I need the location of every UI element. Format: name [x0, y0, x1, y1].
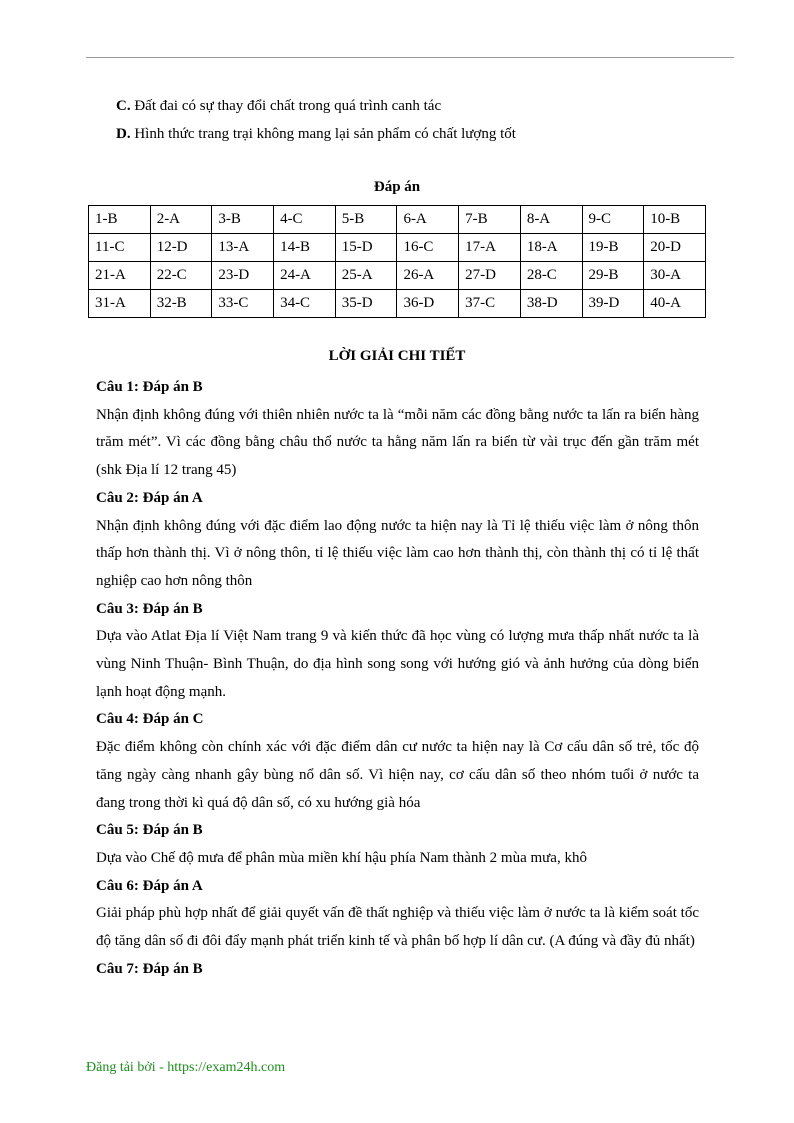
- solution-heading: Câu 7: Đáp án B: [96, 960, 203, 977]
- answer-cell: 31-A: [89, 290, 151, 318]
- answer-cell: 30-A: [644, 262, 706, 290]
- header-rule: [86, 57, 734, 58]
- option-text: Hình thức trang trại không mang lại sản phẩm có chất lượng tốt: [130, 126, 516, 142]
- answer-cell: 35-D: [335, 290, 397, 318]
- solution-body: Dựa vào Atlat Địa lí Việt Nam trang 9 và kiến thức đã học vùng có lượng mưa thấp nhất nước ta là vùng Ninh Thuận- Bình Thuận, do địa hình song song với hướng gió và ảnh hưởng của dòng biển lạnh hoạt động mạnh.: [96, 628, 699, 700]
- solution-heading: Câu 1: Đáp án B: [96, 379, 203, 395]
- answer-cell: 22-C: [150, 262, 212, 290]
- answer-key-table: [88, 205, 706, 318]
- answer-cell: 40-A: [644, 290, 706, 318]
- answer-cell: 9-C: [582, 206, 644, 234]
- answer-cell: 2-A: [150, 206, 212, 234]
- answer-cell: 19-B: [582, 234, 644, 262]
- footer-credit: Đăng tải bởi - https://exam24h.com: [86, 1060, 286, 1075]
- answer-cell: 36-D: [397, 290, 459, 318]
- answer-cell: 25-A: [335, 262, 397, 290]
- solution-heading: Câu 2: Đáp án A: [96, 489, 203, 506]
- solutions-list: [96, 374, 699, 983]
- option-c: [116, 97, 441, 115]
- answer-cell: 17-A: [459, 234, 521, 262]
- answer-row: [89, 206, 706, 234]
- option-letter: D.: [116, 126, 131, 142]
- solution-heading: Câu 3: Đáp án B: [96, 600, 203, 617]
- answer-cell: 12-D: [150, 234, 212, 262]
- answer-cell: 10-B: [644, 206, 706, 234]
- answer-cell: 27-D: [459, 262, 521, 290]
- answer-cell: 32-B: [150, 290, 212, 318]
- answer-cell: 20-D: [644, 234, 706, 262]
- solution-heading: Câu 4: Đáp án C: [96, 711, 204, 728]
- solution-heading: Câu 5: Đáp án B: [96, 822, 203, 839]
- answer-cell: 3-B: [212, 206, 274, 234]
- answer-cell: 8-A: [520, 206, 582, 234]
- solution-body: Đặc điểm không còn chính xác với đặc điểm dân cư nước ta hiện nay là Cơ cấu dân số trẻ, tốc độ tăng ngày càng nhanh gây bùng nổ dân số. Vì hiện nay, cơ cấu dân số theo nhóm tuổi ở nước ta đang trong thời kì quá độ dân số, có xu hướng già hóa: [96, 739, 699, 811]
- option-d: [116, 125, 516, 143]
- answer-cell: 16-C: [397, 234, 459, 262]
- answer-cell: 28-C: [520, 262, 582, 290]
- answer-cell: 24-A: [274, 262, 336, 290]
- answer-cell: 5-B: [335, 206, 397, 234]
- solution-body: Nhận định không đúng với thiên nhiên nước ta là “mỗi năm các đồng bằng nước ta lấn ra biển hàng trăm mét”. Vì các đồng bằng châu thổ nước ta hằng năm lấn ra biển từ vài trục đến gần trăm mét (shk Địa lí 12 trang 45): [96, 406, 699, 479]
- answer-cell: 4-C: [274, 206, 336, 234]
- answer-cell: 29-B: [582, 262, 644, 290]
- answer-cell: 7-B: [459, 206, 521, 234]
- answer-cell: 33-C: [212, 290, 274, 318]
- option-text: Đất đai có sự thay đổi chất trong quá trình canh tác: [130, 98, 442, 114]
- answer-row: [89, 234, 706, 262]
- solution-body: Giải pháp phù hợp nhất để giải quyết vấn đề thất nghiệp và thiếu việc làm ở nước ta là kiểm soát tốc độ tăng dân số đi đôi đẩy mạnh phát triển kinh tế và phân bố hợp lí dân cư. (A đúng và đầy đủ nhất): [96, 905, 699, 950]
- answer-cell: 26-A: [397, 262, 459, 290]
- option-letter: C.: [116, 98, 131, 114]
- answer-row: [89, 262, 706, 290]
- solution-body: Dựa vào Chế độ mưa để phân mùa miền khí hậu phía Nam thành 2 mùa mưa, khô: [96, 849, 587, 866]
- answer-cell: 39-D: [582, 290, 644, 318]
- answer-cell: 21-A: [89, 262, 151, 290]
- solution-body: Nhận định không đúng với đặc điểm lao động nước ta hiện nay là Tỉ lệ thiếu việc làm ở nông thôn thấp hơn thành thị. Vì ở nông thôn, tỉ lệ thiếu việc làm cao hơn thành thị, còn thành thị có tỉ lệ thất nghiệp cao hơn nông thôn: [96, 517, 699, 589]
- answer-cell: 15-D: [335, 234, 397, 262]
- solution-section-title: LỜI GIẢI CHI TIẾT: [328, 348, 466, 364]
- answer-cell: 23-D: [212, 262, 274, 290]
- answer-cell: 38-D: [520, 290, 582, 318]
- solution-heading: Câu 6: Đáp án A: [96, 877, 203, 894]
- answer-cell: 1-B: [89, 206, 151, 234]
- answer-cell: 37-C: [459, 290, 521, 318]
- answer-cell: 18-A: [520, 234, 582, 262]
- answer-cell: 13-A: [212, 234, 274, 262]
- answer-cell: 11-C: [89, 234, 151, 262]
- answer-cell: 14-B: [274, 234, 336, 262]
- answer-key-title: Đáp án: [373, 179, 421, 195]
- answer-row: [89, 290, 706, 318]
- answer-cell: 34-C: [274, 290, 336, 318]
- answer-cell: 6-A: [397, 206, 459, 234]
